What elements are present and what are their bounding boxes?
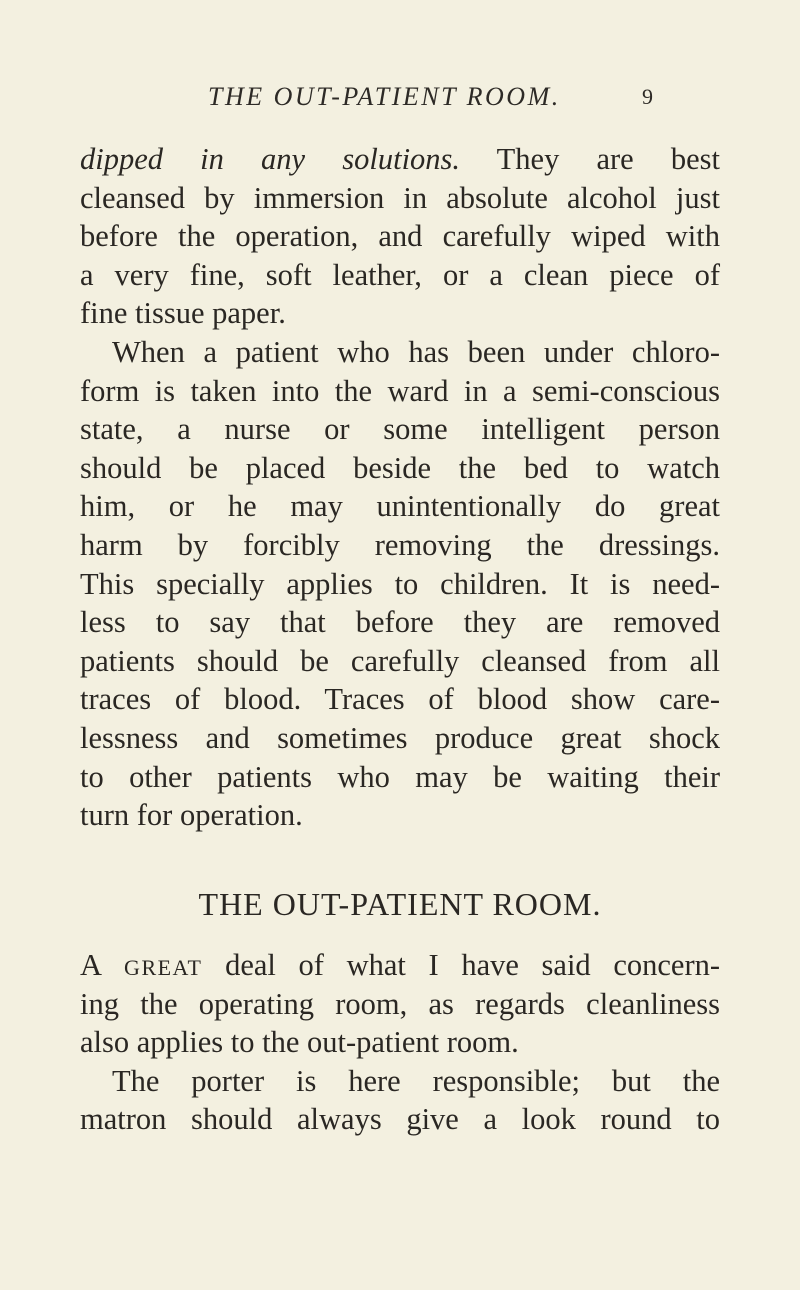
paragraph-2-line: state, a nurse or some intelligent person xyxy=(80,412,720,447)
section-heading: THE OUT-PATIENT ROOM. xyxy=(198,886,602,922)
paragraph-2-line: should be placed beside the bed to watch xyxy=(80,450,720,485)
paragraph-2-line: When a patient who has been under chloro- xyxy=(112,334,720,369)
paragraph-2-line: form is taken into the ward in a semi-conscious xyxy=(80,373,720,408)
paragraph-1-line-4: a very fine, soft leather, or a clean piece of xyxy=(80,257,720,292)
paragraph-1-line-3: before the operation, and carefully wiped with xyxy=(80,219,720,254)
paragraph-3-line-1-rest: deal of what I have said concern- xyxy=(202,948,721,982)
paragraph-3-line-3: also applies to the out-patient room. xyxy=(80,1025,519,1060)
paragraph-4-line: matron should always give a look round to xyxy=(80,1102,720,1137)
paragraph-3-line-1 xyxy=(80,946,720,985)
paragraph-2-line: harm by forcibly removing the dressings. xyxy=(80,527,720,562)
paragraph-1-line-5: fine tissue paper. xyxy=(80,296,286,331)
running-head-title: THE OUT-PATIENT ROOM. xyxy=(208,82,561,111)
paragraph-2-line: him, or he may unintentionally do great xyxy=(80,489,720,524)
drop-letter: A xyxy=(80,948,103,982)
body-text-upper xyxy=(80,140,720,835)
paragraph-4-line: The porter is here responsible; but the xyxy=(112,1063,720,1098)
body-text-lower xyxy=(80,946,720,1139)
paragraph-2-line: to other patients who may be waiting their xyxy=(80,759,720,794)
paragraph-2-line: This specially applies to children. It is need- xyxy=(80,566,720,601)
paragraph-2-line: traces of blood. Traces of blood show care- xyxy=(80,682,720,717)
paragraph-1-line-1 xyxy=(80,140,720,179)
running-head xyxy=(0,82,800,122)
italic-phrase: dipped in any solutions. xyxy=(80,142,461,176)
paragraph-2-line: turn for operation. xyxy=(80,798,303,833)
paragraph-2-line: lessness and sometimes produce great shock xyxy=(80,720,720,755)
paragraph-1-line-1-rest: They are best xyxy=(460,142,721,176)
page-number: 9 xyxy=(642,84,653,109)
paragraph-2-line: patients should be carefully cleansed from all xyxy=(80,643,720,678)
paragraph-2-line: less to say that before they are removed xyxy=(80,605,720,640)
smallcaps-word: GREAT xyxy=(102,955,203,980)
paragraph-1-line-2: cleansed by immersion in absolute alcohol just xyxy=(80,180,720,215)
paragraph-3-line-2: ing the operating room, as regards cleanliness xyxy=(80,986,720,1021)
